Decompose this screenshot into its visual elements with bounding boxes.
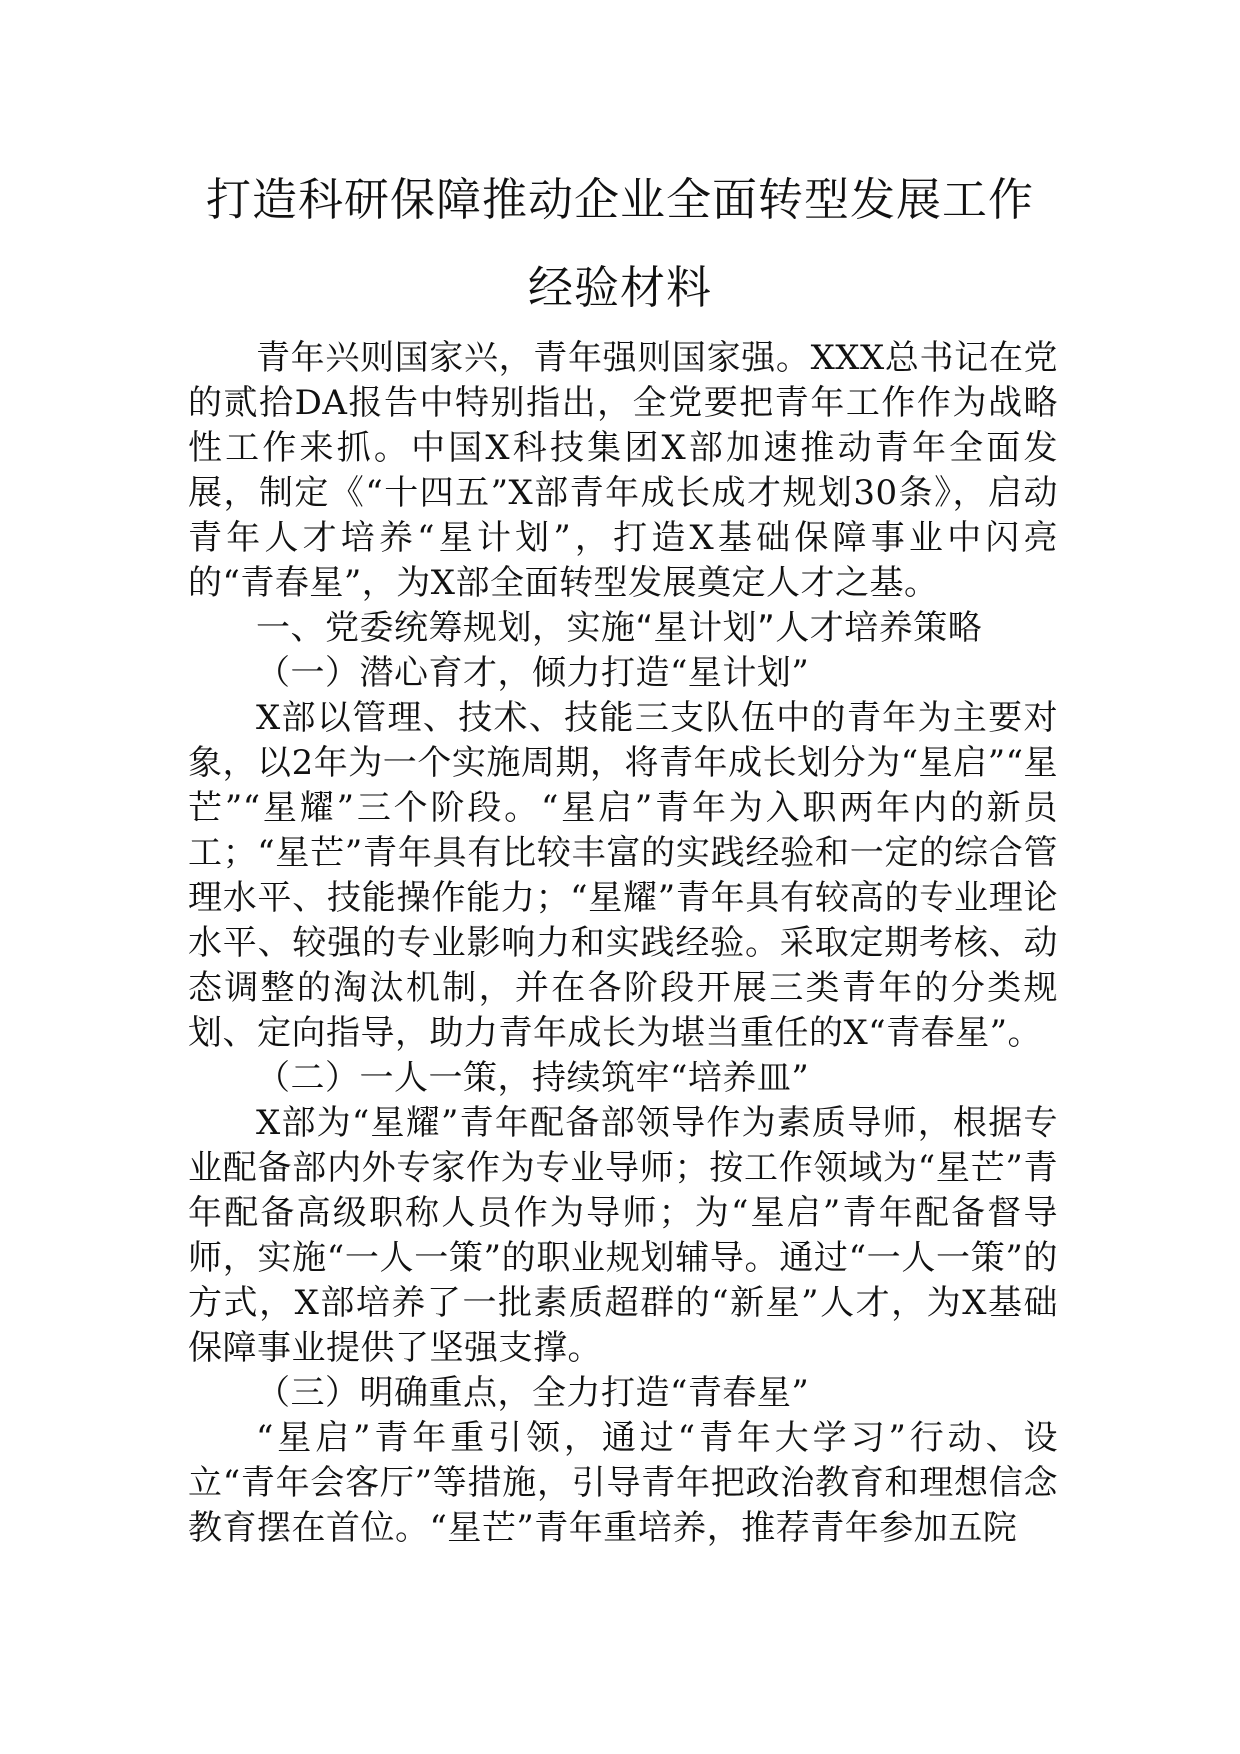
document-title-line-1: 打造科研保障推动企业全面转型发展工作 [205,173,1034,226]
document-title-line-2: 经验材料 [527,261,712,314]
subsection-heading-2: （二）一人一策，持续筑牢“培养皿” [256,1058,810,1098]
document-body [188,336,1058,1551]
body-paragraph-2: X部为“星耀”青年配备部领导作为素质导师，根据专业配备部内外专家作为专业导师；按工作领域为“星芒”青年配备高级职称人员作为导师；为“星启”青年配备督导师，实施“一人一策”的职业规划辅导。通过“一人一策”的方式，X部培养了一批素质超群的“新星”人才，为X基础保障事业提供了坚强支撑。 [188,1103,1058,1368]
intro-paragraph: 青年兴则国家兴，青年强则国家强。XXX总书记在党的贰拾DA报告中特别指出，全党要把青年工作作为战略性工作来抓。中国X科技集团X部加速推动青年全面发展，制定《“十四五”X部青年成长成才规划30条》，启动青年人才培养“星计划”，打造X基础保障事业中闪亮的“青春星”，为X部全面转型发展奠定人才之基。 [188,338,1058,603]
subsection-heading-3: （三）明确重点，全力打造“青春星” [256,1373,810,1413]
body-paragraph-1: X部以管理、技术、技能三支队伍中的青年为主要对象，以2年为一个实施周期，将青年成长划分为“星启”“星芒”“星耀”三个阶段。“星启”青年为入职两年内的新员工；“星芒”青年具有比较丰富的实践经验和一定的综合管理水平、技能操作能力；“星耀”青年具有较高的专业理论水平、较强的专业影响力和实践经验。采取定期考核、动态调整的淘汰机制，并在各阶段开展三类青年的分类规划、定向指导，助力青年成长为堪当重任的X“青春星”。 [188,698,1058,1053]
body-paragraph-3: “星启”青年重引领，通过“青年大学习”行动、设立“青年会客厅”等措施，引导青年把政治教育和理想信念教育摆在首位。“星芒”青年重培养，推荐青年参加五院 [188,1418,1058,1548]
subsection-heading-1: （一）潜心育才，倾力打造“星计划” [256,653,810,693]
section-heading-1: 一、党委统筹规划，实施“星计划”人才培养策略 [256,608,983,648]
